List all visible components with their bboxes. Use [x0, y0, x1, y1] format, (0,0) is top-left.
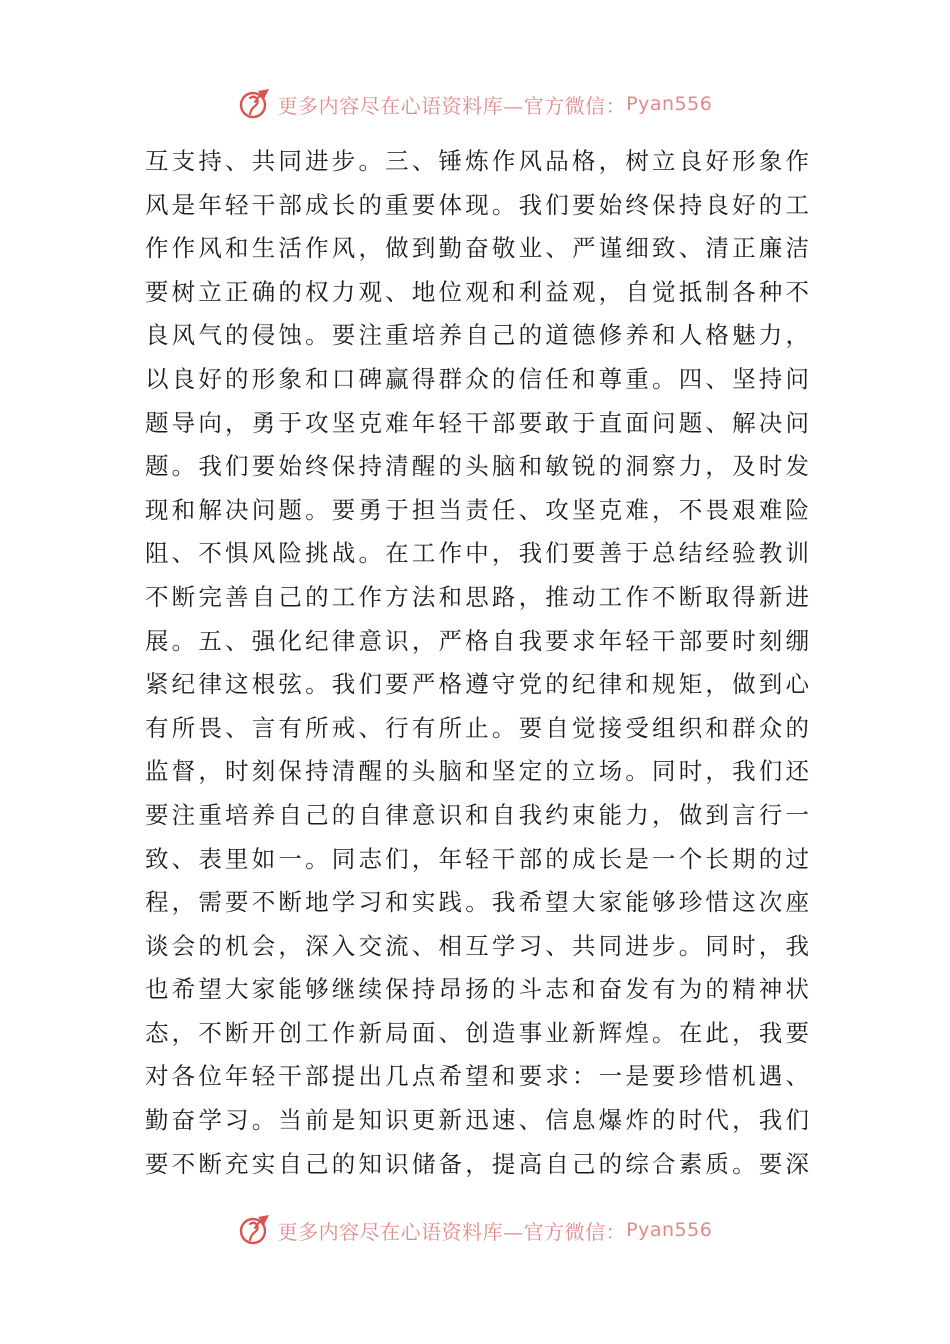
text-line: 勤奋学习。当前是知识更新迅速、信息爆炸的时代，我们: [145, 1106, 810, 1135]
text-line: 致、表里如一。同志们，年轻干部的成长是一个长期的过: [145, 844, 810, 873]
text-line: 态，不断开创工作新局面、创造事业新辉煌。在此，我要: [145, 1018, 810, 1047]
footer-banner: [0, 1210, 950, 1250]
text-line: 展。五、强化纪律意识，严格自我要求年轻干部要时刻绷: [145, 626, 810, 655]
text-line: 要树立正确的权力观、地位观和利益观，自觉抵制各种不: [145, 277, 810, 306]
wechat-id: Pyan556: [626, 93, 713, 115]
text-line: 互支持、共同进步。三、锤炼作风品格，树立良好形象作: [145, 147, 810, 175]
body-text: [145, 140, 810, 1186]
text-line: 阻、不惧风险挑战。在工作中，我们要善于总结经验教训: [145, 539, 810, 568]
text-line: 风是年轻干部成长的重要体现。我们要始终保持良好的工: [145, 190, 810, 219]
text-line: 题导向，勇于攻坚克难年轻干部要敢于直面问题、解决问: [145, 408, 810, 437]
text-line: 程，需要不断地学习和实践。我希望大家能够珍惜这次座: [145, 888, 810, 917]
text-line: 题。我们要始终保持清醒的头脑和敏锐的洞察力，及时发: [145, 452, 810, 481]
pen-logo-icon: [238, 87, 272, 121]
text-line: 不断完善自己的工作方法和思路，推动工作不断取得新进: [145, 582, 810, 611]
text-line: 对各位年轻干部提出几点希望和要求：一是要珍惜机遇、: [145, 1062, 810, 1091]
pen-logo-icon: [238, 1213, 272, 1247]
text-line: 现和解决问题。要勇于担当责任、攻坚克难，不畏艰难险: [145, 495, 810, 524]
banner-text: 更多内容尽在心语资料库—官方微信：: [277, 93, 627, 118]
text-line: 也希望大家能够继续保持昂扬的斗志和奋发有为的精神状: [145, 975, 810, 1004]
text-line: 良风气的侵蚀。要注重培养自己的道德修养和人格魅力，: [145, 321, 810, 350]
text-line: 监督，时刻保持清醒的头脑和坚定的立场。同时，我们还: [145, 757, 810, 786]
wechat-id: Pyan556: [626, 1219, 713, 1241]
text-line: 要不断充实自己的知识储备，提高自己的综合素质。要深: [145, 1149, 810, 1178]
text-line: 要注重培养自己的自律意识和自我约束能力，做到言行一: [145, 800, 810, 829]
header-banner: [0, 84, 950, 124]
text-line: 谈会的机会，深入交流、相互学习、共同进步。同时，我: [145, 931, 810, 960]
text-line: 紧纪律这根弦。我们要严格遵守党的纪律和规矩，做到心: [145, 670, 810, 699]
text-line: 作作风和生活作风，做到勤奋敬业、严谨细致、清正廉洁: [145, 234, 810, 263]
text-line: 以良好的形象和口碑赢得群众的信任和尊重。四、坚持问: [145, 364, 810, 393]
banner-text: 更多内容尽在心语资料库—官方微信：: [277, 1219, 627, 1244]
text-line: 有所畏、言有所戒、行有所止。要自觉接受组织和群众的: [145, 713, 810, 742]
